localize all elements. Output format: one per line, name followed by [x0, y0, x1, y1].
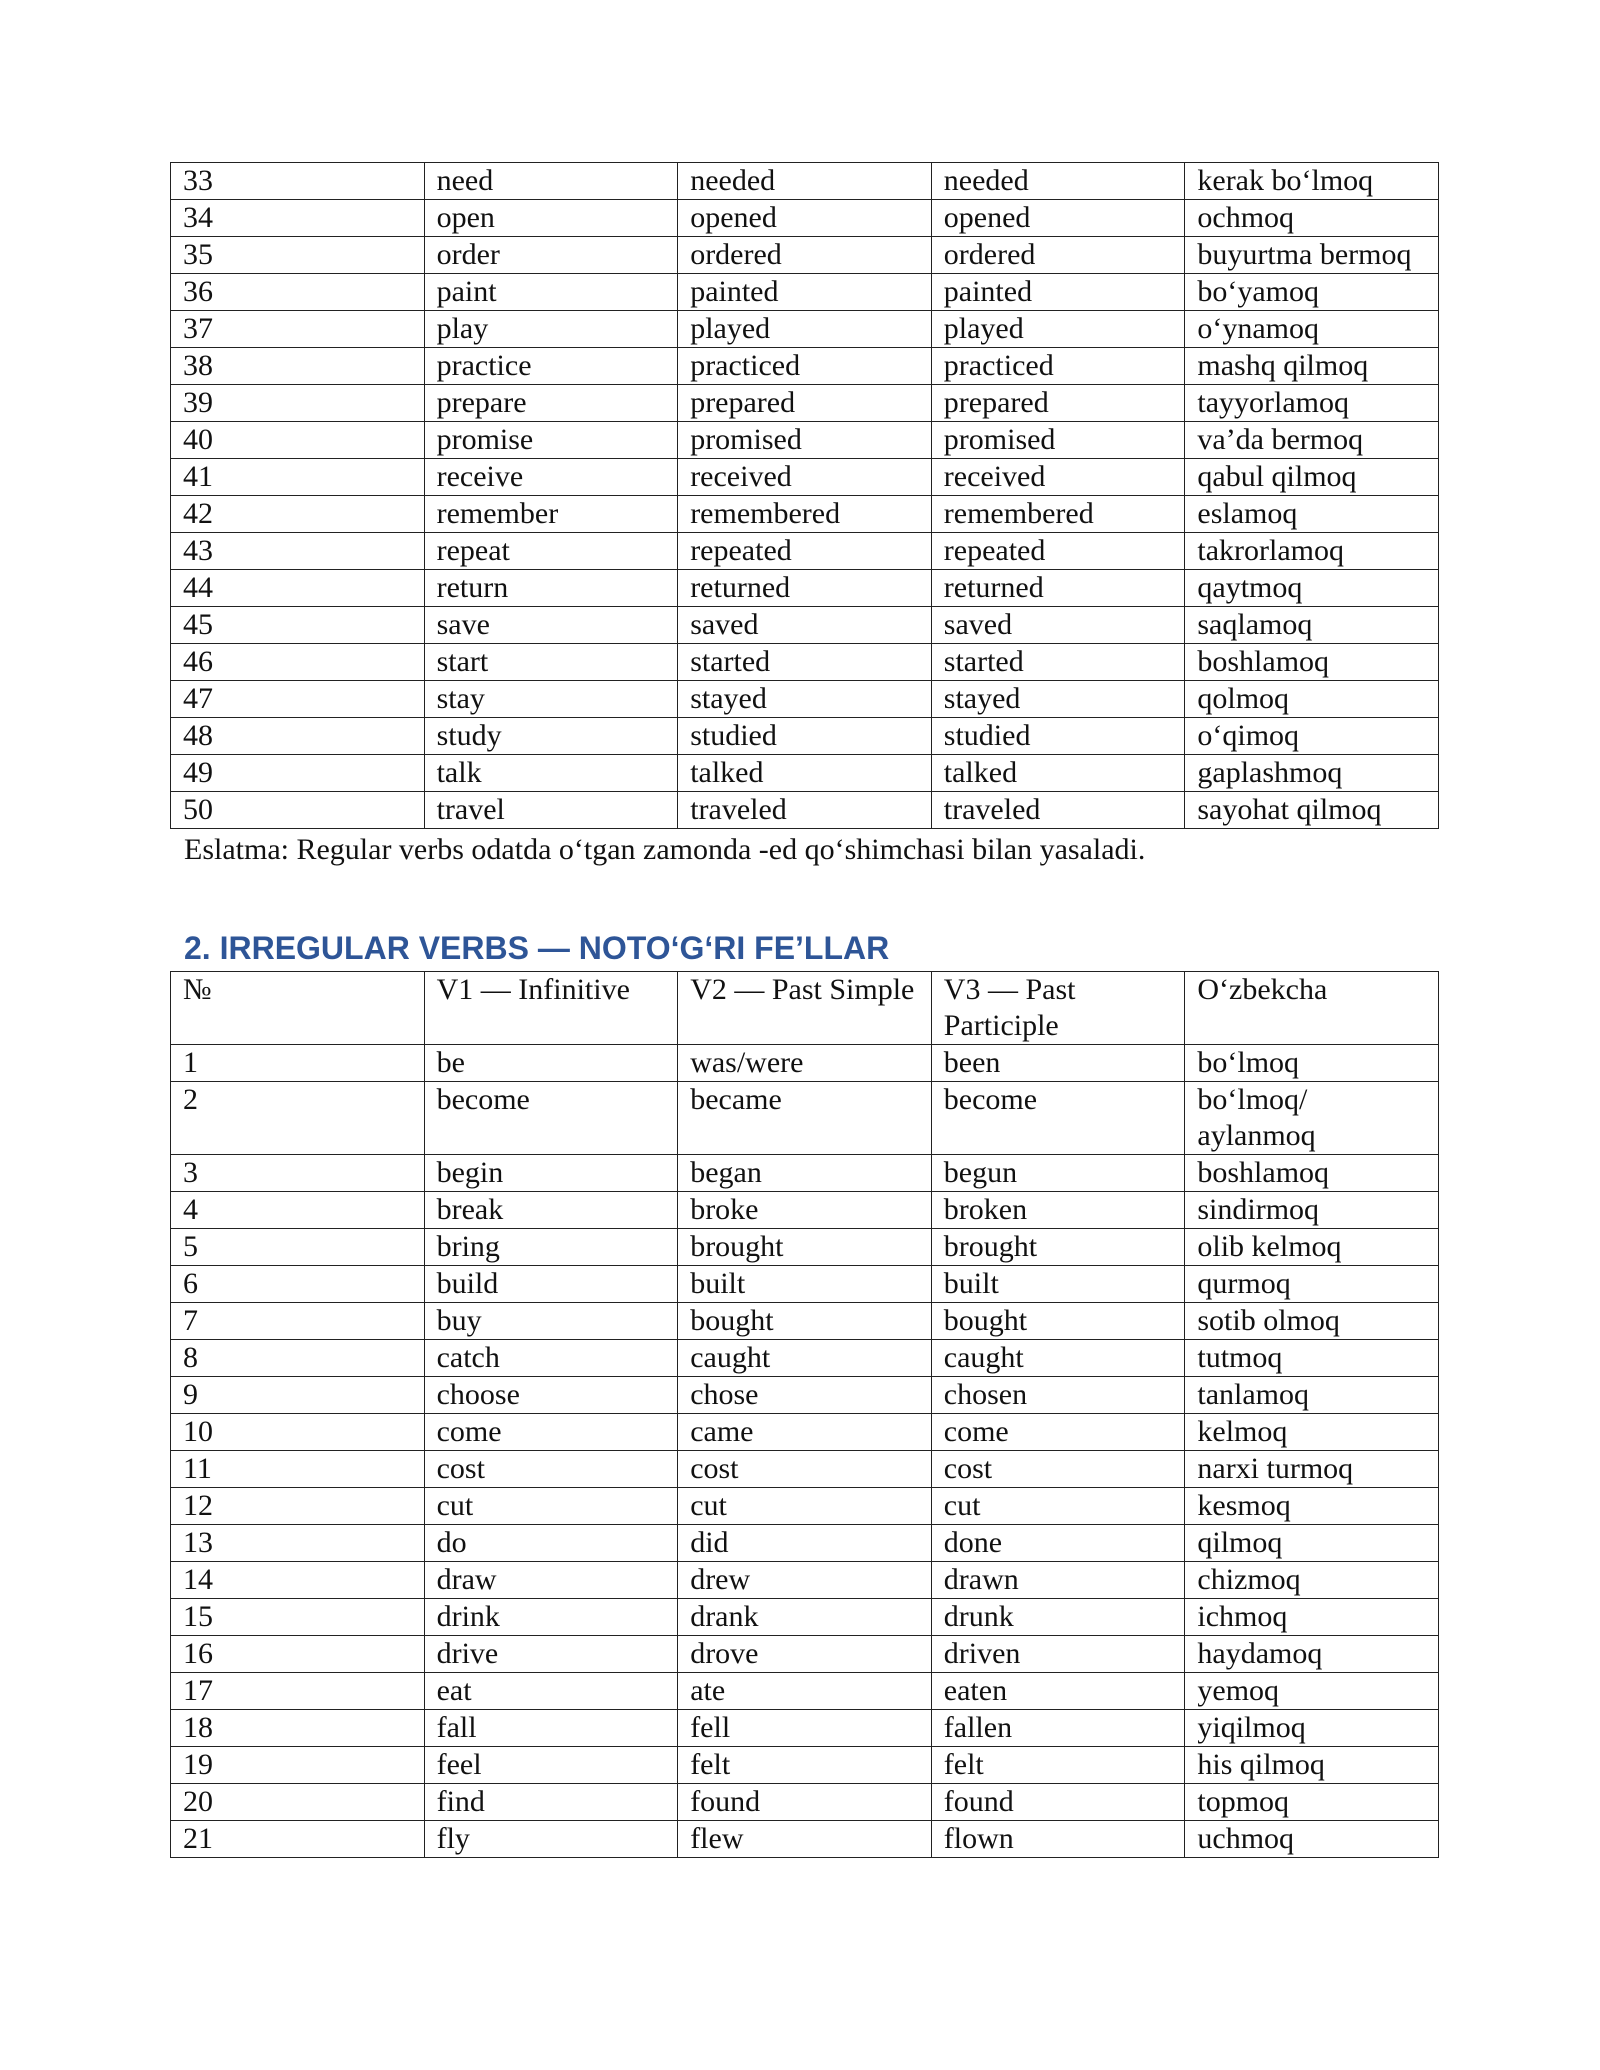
cell-v1: buy	[424, 1303, 678, 1340]
cell-number: 20	[171, 1784, 425, 1821]
cell-v3: done	[931, 1525, 1185, 1562]
cell-number: 1	[171, 1045, 425, 1082]
cell-v2: cut	[678, 1488, 932, 1525]
table-row	[171, 570, 1439, 607]
cell-uzbek: o‘qimoq	[1185, 718, 1439, 755]
table-row	[171, 755, 1439, 792]
table-row	[171, 200, 1439, 237]
cell-number: 49	[171, 755, 425, 792]
cell-v2: found	[678, 1784, 932, 1821]
cell-v1: save	[424, 607, 678, 644]
cell-v3: ordered	[931, 237, 1185, 274]
cell-v1: eat	[424, 1673, 678, 1710]
table-row	[171, 1229, 1439, 1266]
cell-number: 48	[171, 718, 425, 755]
cell-number: 15	[171, 1599, 425, 1636]
cell-v2: fell	[678, 1710, 932, 1747]
cell-uzbek: chizmoq	[1185, 1562, 1439, 1599]
table-row	[171, 1673, 1439, 1710]
cell-number: 18	[171, 1710, 425, 1747]
cell-number: 40	[171, 422, 425, 459]
cell-number: 38	[171, 348, 425, 385]
document-page	[170, 162, 1438, 1858]
cell-number: 21	[171, 1821, 425, 1858]
cell-v1: return	[424, 570, 678, 607]
cell-v1: do	[424, 1525, 678, 1562]
cell-v2: returned	[678, 570, 932, 607]
cell-v2: received	[678, 459, 932, 496]
cell-v1: build	[424, 1266, 678, 1303]
cell-uzbek: narxi turmoq	[1185, 1451, 1439, 1488]
header-uzbek: O‘zbekcha	[1185, 972, 1439, 1045]
table-row	[171, 459, 1439, 496]
cell-v1: promise	[424, 422, 678, 459]
cell-uzbek: boshlamoq	[1185, 1155, 1439, 1192]
cell-number: 9	[171, 1377, 425, 1414]
table-row	[171, 533, 1439, 570]
cell-uzbek: kerak bo‘lmoq	[1185, 163, 1439, 200]
cell-uzbek: gaplashmoq	[1185, 755, 1439, 792]
table-row	[171, 1821, 1439, 1858]
cell-v1: catch	[424, 1340, 678, 1377]
cell-v2: became	[678, 1082, 932, 1155]
cell-v1: order	[424, 237, 678, 274]
table-row	[171, 718, 1439, 755]
cell-uzbek: qolmoq	[1185, 681, 1439, 718]
cell-v2: practiced	[678, 348, 932, 385]
cell-v3: fallen	[931, 1710, 1185, 1747]
cell-uzbek: mashq qilmoq	[1185, 348, 1439, 385]
irregular-verbs-heading: 2. IRREGULAR VERBS — NOTO‘G‘RI FE’LLAR	[184, 930, 890, 966]
cell-number: 39	[171, 385, 425, 422]
table-row	[171, 1488, 1439, 1525]
cell-v3: become	[931, 1082, 1185, 1155]
cell-v1: paint	[424, 274, 678, 311]
cell-v3: started	[931, 644, 1185, 681]
cell-v2: came	[678, 1414, 932, 1451]
cell-v1: come	[424, 1414, 678, 1451]
table-row	[171, 607, 1439, 644]
cell-v2: repeated	[678, 533, 932, 570]
table-row	[171, 1599, 1439, 1636]
cell-number: 36	[171, 274, 425, 311]
cell-v2: felt	[678, 1747, 932, 1784]
cell-number: 47	[171, 681, 425, 718]
cell-v3: built	[931, 1266, 1185, 1303]
cell-v1: be	[424, 1045, 678, 1082]
cell-number: 50	[171, 792, 425, 829]
table-row	[171, 1082, 1439, 1155]
cell-v3: stayed	[931, 681, 1185, 718]
cell-uzbek: tayyorlamoq	[1185, 385, 1439, 422]
cell-v3: painted	[931, 274, 1185, 311]
cell-number: 2	[171, 1082, 425, 1155]
cell-v2: began	[678, 1155, 932, 1192]
cell-uzbek: bo‘yamoq	[1185, 274, 1439, 311]
cell-v3: broken	[931, 1192, 1185, 1229]
cell-uzbek: kelmoq	[1185, 1414, 1439, 1451]
cell-uzbek: qabul qilmoq	[1185, 459, 1439, 496]
cell-v3: played	[931, 311, 1185, 348]
cell-v3: needed	[931, 163, 1185, 200]
cell-v3: traveled	[931, 792, 1185, 829]
cell-v1: feel	[424, 1747, 678, 1784]
cell-uzbek: sindirmoq	[1185, 1192, 1439, 1229]
cell-v2: drove	[678, 1636, 932, 1673]
table-row	[171, 1414, 1439, 1451]
cell-v3: flown	[931, 1821, 1185, 1858]
cell-v1: bring	[424, 1229, 678, 1266]
cell-uzbek: yemoq	[1185, 1673, 1439, 1710]
cell-v1: cost	[424, 1451, 678, 1488]
cell-v2: drank	[678, 1599, 932, 1636]
table-row	[171, 1747, 1439, 1784]
cell-v3: brought	[931, 1229, 1185, 1266]
cell-v2: saved	[678, 607, 932, 644]
cell-v1: fly	[424, 1821, 678, 1858]
cell-v3: been	[931, 1045, 1185, 1082]
regular-verbs-table	[170, 162, 1439, 829]
table-header-row	[171, 972, 1439, 1045]
cell-number: 5	[171, 1229, 425, 1266]
cell-number: 44	[171, 570, 425, 607]
table-row	[171, 163, 1439, 200]
cell-v3: promised	[931, 422, 1185, 459]
cell-v2: brought	[678, 1229, 932, 1266]
cell-v1: choose	[424, 1377, 678, 1414]
cell-v2: bought	[678, 1303, 932, 1340]
table-row	[171, 792, 1439, 829]
cell-uzbek: bo‘lmoq/ aylanmoq	[1185, 1082, 1439, 1155]
cell-number: 14	[171, 1562, 425, 1599]
cell-uzbek: boshlamoq	[1185, 644, 1439, 681]
cell-v1: talk	[424, 755, 678, 792]
cell-v1: drink	[424, 1599, 678, 1636]
cell-v1: open	[424, 200, 678, 237]
header-number: №	[171, 972, 425, 1045]
cell-v3: begun	[931, 1155, 1185, 1192]
table-row	[171, 1636, 1439, 1673]
table-row	[171, 1045, 1439, 1082]
table-row	[171, 496, 1439, 533]
cell-v1: draw	[424, 1562, 678, 1599]
cell-number: 13	[171, 1525, 425, 1562]
cell-v2: caught	[678, 1340, 932, 1377]
cell-number: 3	[171, 1155, 425, 1192]
cell-v3: bought	[931, 1303, 1185, 1340]
cell-v3: driven	[931, 1636, 1185, 1673]
cell-v1: begin	[424, 1155, 678, 1192]
cell-v2: traveled	[678, 792, 932, 829]
cell-uzbek: qilmoq	[1185, 1525, 1439, 1562]
cell-number: 42	[171, 496, 425, 533]
cell-v1: break	[424, 1192, 678, 1229]
cell-v3: remembered	[931, 496, 1185, 533]
cell-v1: need	[424, 163, 678, 200]
cell-number: 45	[171, 607, 425, 644]
cell-uzbek: topmoq	[1185, 1784, 1439, 1821]
cell-v3: chosen	[931, 1377, 1185, 1414]
table-row	[171, 274, 1439, 311]
irregular-verbs-table-body	[171, 1045, 1439, 1858]
cell-number: 8	[171, 1340, 425, 1377]
cell-v3: felt	[931, 1747, 1185, 1784]
table-row	[171, 1525, 1439, 1562]
cell-v3: received	[931, 459, 1185, 496]
table-row	[171, 1451, 1439, 1488]
table-row	[171, 311, 1439, 348]
table-row	[171, 1155, 1439, 1192]
cell-v2: stayed	[678, 681, 932, 718]
cell-uzbek: uchmoq	[1185, 1821, 1439, 1858]
cell-v2: chose	[678, 1377, 932, 1414]
cell-v3: cost	[931, 1451, 1185, 1488]
cell-number: 34	[171, 200, 425, 237]
cell-v2: studied	[678, 718, 932, 755]
cell-v3: cut	[931, 1488, 1185, 1525]
table-row	[171, 1377, 1439, 1414]
cell-v1: cut	[424, 1488, 678, 1525]
cell-number: 33	[171, 163, 425, 200]
cell-v1: become	[424, 1082, 678, 1155]
cell-v3: drawn	[931, 1562, 1185, 1599]
cell-number: 4	[171, 1192, 425, 1229]
table-row	[171, 1562, 1439, 1599]
cell-number: 41	[171, 459, 425, 496]
table-row	[171, 644, 1439, 681]
cell-v3: talked	[931, 755, 1185, 792]
regular-verbs-table-body	[171, 163, 1439, 829]
cell-number: 17	[171, 1673, 425, 1710]
cell-uzbek: saqlamoq	[1185, 607, 1439, 644]
cell-v2: ordered	[678, 237, 932, 274]
cell-v2: broke	[678, 1192, 932, 1229]
cell-v1: remember	[424, 496, 678, 533]
cell-v3: prepared	[931, 385, 1185, 422]
table-row	[171, 422, 1439, 459]
cell-uzbek: va’da bermoq	[1185, 422, 1439, 459]
cell-uzbek: sotib olmoq	[1185, 1303, 1439, 1340]
table-row	[171, 1784, 1439, 1821]
cell-v2: built	[678, 1266, 932, 1303]
cell-v3: opened	[931, 200, 1185, 237]
cell-v2: started	[678, 644, 932, 681]
table-row	[171, 1710, 1439, 1747]
cell-v1: drive	[424, 1636, 678, 1673]
cell-v2: promised	[678, 422, 932, 459]
cell-v2: drew	[678, 1562, 932, 1599]
cell-v2: cost	[678, 1451, 932, 1488]
cell-v2: was/were	[678, 1045, 932, 1082]
table-row	[171, 1303, 1439, 1340]
cell-uzbek: sayohat qilmoq	[1185, 792, 1439, 829]
cell-number: 16	[171, 1636, 425, 1673]
cell-v2: flew	[678, 1821, 932, 1858]
cell-number: 11	[171, 1451, 425, 1488]
table-row	[171, 348, 1439, 385]
cell-v1: receive	[424, 459, 678, 496]
cell-v3: saved	[931, 607, 1185, 644]
cell-v1: study	[424, 718, 678, 755]
cell-v3: caught	[931, 1340, 1185, 1377]
cell-v1: travel	[424, 792, 678, 829]
cell-number: 37	[171, 311, 425, 348]
cell-uzbek: haydamoq	[1185, 1636, 1439, 1673]
cell-v2: painted	[678, 274, 932, 311]
cell-v3: found	[931, 1784, 1185, 1821]
cell-v3: come	[931, 1414, 1185, 1451]
cell-v2: remembered	[678, 496, 932, 533]
table-row	[171, 1192, 1439, 1229]
cell-number: 35	[171, 237, 425, 274]
cell-uzbek: qurmoq	[1185, 1266, 1439, 1303]
cell-number: 10	[171, 1414, 425, 1451]
cell-number: 19	[171, 1747, 425, 1784]
cell-v3: practiced	[931, 348, 1185, 385]
cell-uzbek: takrorlamoq	[1185, 533, 1439, 570]
header-v3: V3 — Past Participle	[931, 972, 1185, 1045]
cell-uzbek: kesmoq	[1185, 1488, 1439, 1525]
cell-uzbek: o‘ynamoq	[1185, 311, 1439, 348]
cell-uzbek: olib kelmoq	[1185, 1229, 1439, 1266]
table-row	[171, 681, 1439, 718]
cell-v1: prepare	[424, 385, 678, 422]
cell-uzbek: qaytmoq	[1185, 570, 1439, 607]
cell-v3: returned	[931, 570, 1185, 607]
cell-v1: fall	[424, 1710, 678, 1747]
table-row	[171, 1266, 1439, 1303]
cell-uzbek: tanlamoq	[1185, 1377, 1439, 1414]
cell-v2: played	[678, 311, 932, 348]
cell-v1: start	[424, 644, 678, 681]
cell-uzbek: ochmoq	[1185, 200, 1439, 237]
table-row	[171, 1340, 1439, 1377]
cell-number: 43	[171, 533, 425, 570]
cell-uzbek: buyurtma bermoq	[1185, 237, 1439, 274]
cell-uzbek: tutmoq	[1185, 1340, 1439, 1377]
cell-number: 7	[171, 1303, 425, 1340]
cell-v2: did	[678, 1525, 932, 1562]
cell-v1: find	[424, 1784, 678, 1821]
cell-v1: practice	[424, 348, 678, 385]
cell-number: 6	[171, 1266, 425, 1303]
header-v1: V1 — Infinitive	[424, 972, 678, 1045]
cell-v3: studied	[931, 718, 1185, 755]
table-row	[171, 237, 1439, 274]
cell-v3: drunk	[931, 1599, 1185, 1636]
cell-v2: ate	[678, 1673, 932, 1710]
cell-v1: repeat	[424, 533, 678, 570]
cell-uzbek: yiqilmoq	[1185, 1710, 1439, 1747]
cell-number: 46	[171, 644, 425, 681]
cell-v2: talked	[678, 755, 932, 792]
cell-v1: play	[424, 311, 678, 348]
table-row	[171, 385, 1439, 422]
cell-v3: eaten	[931, 1673, 1185, 1710]
cell-uzbek: his qilmoq	[1185, 1747, 1439, 1784]
cell-v3: repeated	[931, 533, 1185, 570]
irregular-verbs-table	[170, 971, 1439, 1858]
regular-verbs-note: Eslatma: Regular verbs odatda o‘tgan zamonda -ed qo‘shimchasi bilan yasaladi.	[184, 833, 1146, 866]
cell-v2: needed	[678, 163, 932, 200]
header-v2: V2 — Past Simple	[678, 972, 932, 1045]
cell-v2: opened	[678, 200, 932, 237]
cell-v1: stay	[424, 681, 678, 718]
cell-number: 12	[171, 1488, 425, 1525]
cell-v2: prepared	[678, 385, 932, 422]
cell-uzbek: ichmoq	[1185, 1599, 1439, 1636]
cell-uzbek: eslamoq	[1185, 496, 1439, 533]
cell-uzbek: bo‘lmoq	[1185, 1045, 1439, 1082]
